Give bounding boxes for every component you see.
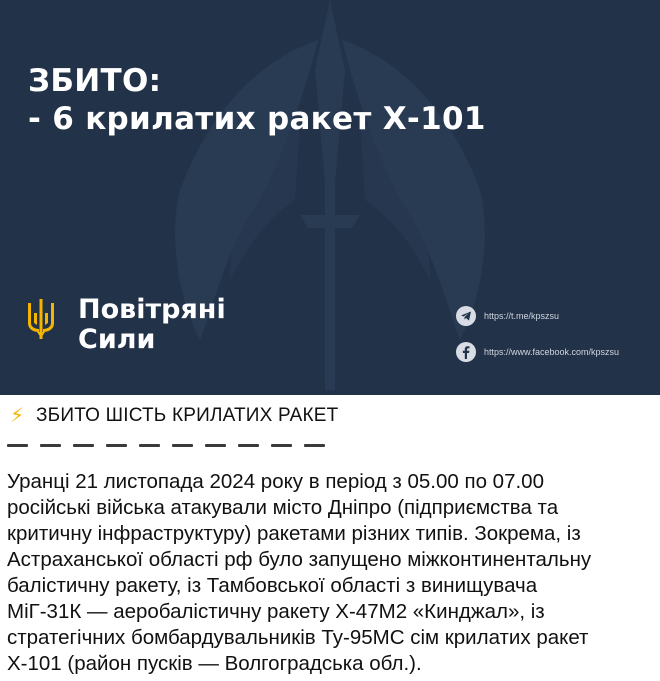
body-line: Уранці 21 листопада 2024 року в період з 05.00 по 07.00 — [7, 470, 544, 493]
lightning-bolt-icon: ⚡ — [10, 405, 25, 427]
banner-headline — [28, 62, 486, 138]
caption-title: ЗБИТО ШІСТЬ КРИЛАТИХ РАКЕТ — [36, 405, 339, 426]
divider-dash — [139, 444, 160, 447]
caption-title-line — [7, 400, 657, 432]
caption-body — [7, 469, 655, 677]
body-line: МіГ-31К — аеробалістичну ракету Х-47М2 «Кинджал», із — [7, 600, 545, 623]
divider-dash — [172, 444, 193, 447]
facebook-icon — [456, 342, 476, 362]
air-force-brand — [26, 295, 226, 355]
body-line: Астраханської області рф було запущено міжконтинентальну — [7, 548, 592, 571]
telegram-link-text: https://t.me/kpszsu — [484, 311, 560, 321]
body-line: стратегічних бомбардувальників Ту-95МС сім крилатих ракет — [7, 626, 589, 649]
divider-dash — [73, 444, 94, 447]
divider-dash — [238, 444, 259, 447]
headline-line-2: - 6 крилатих ракет Х-101 — [28, 101, 486, 137]
divider-dash — [271, 444, 292, 447]
facebook-link[interactable] — [456, 341, 619, 363]
body-line: критичну інфраструктуру) ракетами різних типів. Зокрема, із — [7, 522, 581, 545]
divider-dash — [304, 444, 325, 447]
body-line: російські війська атакували місто Дніпро (підприємства та — [7, 496, 559, 519]
body-line: Х-101 (район пусків — Волгоградська обл.). — [7, 652, 422, 675]
trident-icon — [26, 299, 56, 339]
brand-line-1: Повітряні — [78, 294, 226, 325]
telegram-link[interactable] — [456, 305, 619, 327]
dashed-divider — [7, 436, 657, 454]
divider-dash — [205, 444, 226, 447]
divider-dash — [7, 444, 28, 447]
facebook-link-text: https://www.facebook.com/kpszsu — [484, 347, 620, 357]
social-links — [456, 305, 619, 377]
brand-name — [78, 295, 226, 355]
post-caption — [7, 400, 657, 677]
telegram-icon — [456, 306, 476, 326]
body-line: балістичну ракету, із Тамбовської області з винищувача — [7, 574, 538, 597]
headline-line-1: ЗБИТО: — [28, 63, 162, 99]
brand-line-2: Сили — [78, 324, 156, 355]
divider-dash — [106, 444, 127, 447]
divider-dash — [40, 444, 61, 447]
